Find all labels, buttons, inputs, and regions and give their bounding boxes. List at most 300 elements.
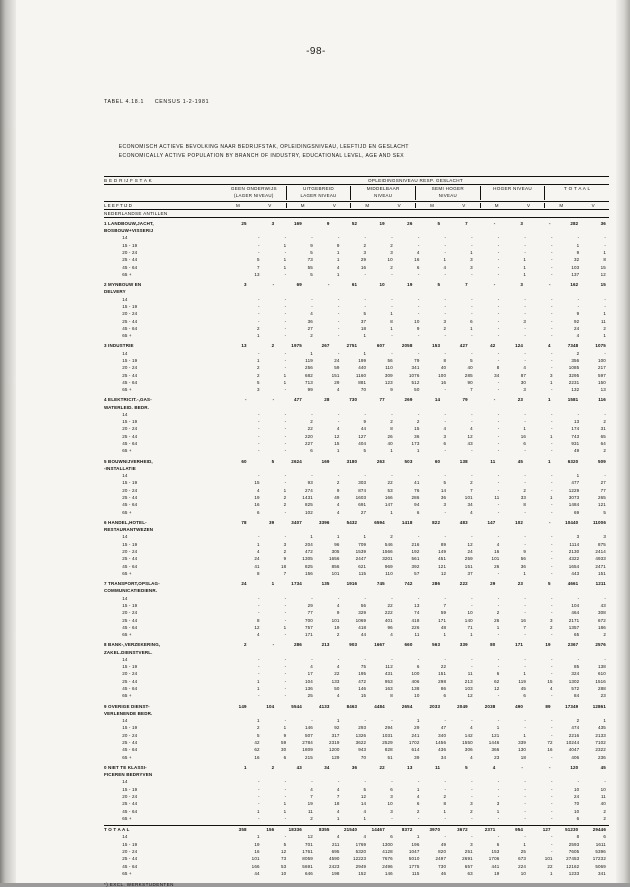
region-label: NEDERLANDSE ANTILLEN bbox=[104, 210, 168, 216]
cell: 11 bbox=[414, 632, 420, 638]
cell: 104 bbox=[304, 678, 313, 684]
table-row bbox=[104, 350, 609, 357]
cell: 4 bbox=[443, 426, 447, 432]
cell: 1160 bbox=[355, 372, 367, 378]
row-values bbox=[236, 256, 609, 263]
cell: 2593 bbox=[568, 841, 580, 847]
age-row-label: 14 bbox=[118, 350, 128, 356]
cell: 10 bbox=[414, 693, 420, 699]
cell: - bbox=[497, 357, 500, 363]
cell: 1 bbox=[283, 801, 287, 807]
table-row bbox=[104, 458, 609, 465]
cell: - bbox=[497, 815, 500, 821]
cell: - bbox=[444, 242, 447, 248]
cell: 828 bbox=[384, 747, 393, 753]
cell: 6 bbox=[416, 509, 420, 515]
cell: - bbox=[284, 303, 287, 309]
cell: 89 bbox=[545, 703, 551, 709]
age-row-label: 25 - 44 bbox=[118, 318, 138, 324]
section-title: 2 MYNBOUW EN bbox=[104, 282, 142, 288]
cell: 25 bbox=[241, 220, 247, 226]
cell: - bbox=[551, 725, 553, 731]
row-values bbox=[236, 863, 609, 870]
cell: 4 bbox=[550, 686, 553, 692]
cell: 2 bbox=[443, 793, 447, 799]
cell: 72 bbox=[547, 740, 553, 745]
cell: 15 bbox=[414, 426, 420, 432]
row-values bbox=[222, 465, 609, 472]
cell: 2038 bbox=[484, 703, 496, 709]
cell: 204 bbox=[304, 541, 313, 547]
table-row bbox=[104, 778, 609, 785]
cell: 2 bbox=[271, 343, 275, 349]
table-row bbox=[104, 764, 609, 771]
row-values bbox=[222, 227, 609, 234]
cell: - bbox=[417, 296, 420, 302]
cell: 2576 bbox=[595, 642, 606, 648]
table-row bbox=[104, 342, 609, 349]
cell: - bbox=[284, 350, 287, 356]
sex-group-5 bbox=[544, 203, 609, 208]
cell: 6 bbox=[470, 318, 473, 324]
cell: 2 bbox=[416, 419, 420, 425]
cell: 22 bbox=[387, 480, 393, 486]
section-title-cont: FICEREN BEDRYVEN bbox=[104, 772, 153, 778]
cell: - bbox=[551, 801, 553, 807]
row-values bbox=[236, 692, 609, 699]
cell: 3970 bbox=[429, 827, 441, 833]
cell: 135 bbox=[321, 581, 330, 587]
cell: 856 bbox=[331, 563, 340, 569]
cell: 2 bbox=[603, 325, 606, 331]
cell: - bbox=[497, 448, 500, 454]
cell: 19 bbox=[254, 841, 260, 847]
cell: - bbox=[551, 841, 553, 847]
cell: 49 bbox=[334, 495, 340, 500]
cell: - bbox=[497, 387, 500, 393]
cell: - bbox=[497, 271, 500, 277]
cell: - bbox=[257, 664, 260, 670]
table-row bbox=[104, 746, 609, 753]
row-values bbox=[236, 595, 609, 602]
cell: - bbox=[364, 473, 367, 479]
cell: 2471 bbox=[595, 563, 606, 569]
cell: 1706 bbox=[488, 856, 500, 862]
cell: 36 bbox=[520, 563, 527, 569]
table-title-english: ECONOMICALLY ACTIVE POPULATION BY BRANCH OF INDUSTRY, EDUCATIONAL LEVEL, AGE AND SEX bbox=[118, 152, 405, 159]
cell: 607 bbox=[376, 343, 385, 349]
cell: 9 bbox=[576, 250, 580, 255]
cell: 6 bbox=[496, 841, 500, 847]
cell: 6 bbox=[310, 448, 313, 454]
cell: 4 bbox=[390, 632, 393, 638]
cell: 85 bbox=[574, 664, 580, 670]
cell: 4 bbox=[336, 664, 340, 670]
table-row bbox=[104, 808, 609, 815]
cell: 8 bbox=[390, 318, 393, 324]
cell: 10 bbox=[387, 801, 393, 807]
cell: 46 bbox=[440, 870, 447, 876]
cell: 17232 bbox=[592, 856, 606, 862]
cell: 4 bbox=[256, 487, 260, 493]
sex-m: M bbox=[236, 202, 240, 208]
age-row-label: 15 - 19 bbox=[118, 841, 138, 847]
cell: - bbox=[444, 311, 447, 317]
cell: 10244 bbox=[566, 740, 580, 745]
sex-v: V bbox=[591, 202, 595, 208]
cell: 1 bbox=[576, 473, 580, 479]
cell: 89 bbox=[440, 541, 447, 547]
cell: - bbox=[364, 303, 367, 309]
cell: 3 bbox=[603, 534, 606, 540]
cell: 8 bbox=[603, 257, 606, 263]
cell: 12223 bbox=[352, 856, 367, 862]
cell: - bbox=[551, 632, 553, 638]
cell: - bbox=[284, 793, 287, 799]
cell: 151 bbox=[598, 570, 606, 576]
cell: 8 bbox=[496, 365, 500, 371]
cell: - bbox=[311, 718, 313, 724]
cell: 10 bbox=[414, 318, 420, 324]
row-values bbox=[236, 548, 609, 555]
cell: 6320 bbox=[567, 458, 579, 464]
cell: - bbox=[497, 350, 500, 356]
cell: 259 bbox=[464, 556, 473, 562]
cell: 745 bbox=[376, 581, 385, 587]
cell: 2 bbox=[443, 325, 447, 331]
cell: 953 bbox=[384, 678, 393, 684]
cell: 18 bbox=[360, 325, 367, 331]
cell: 757 bbox=[304, 624, 313, 630]
cell: 1 bbox=[416, 834, 420, 840]
cell: - bbox=[337, 350, 340, 356]
cell: 1667 bbox=[374, 642, 385, 648]
cell: - bbox=[417, 242, 420, 248]
row-values bbox=[222, 281, 609, 288]
cell: 22 bbox=[387, 602, 393, 608]
cell: 4 bbox=[336, 426, 340, 432]
table-row bbox=[104, 526, 609, 533]
cell: - bbox=[471, 419, 473, 425]
cell: 1 bbox=[256, 834, 260, 840]
row-values bbox=[236, 541, 609, 548]
cell: 93 bbox=[307, 480, 313, 486]
cell: 241 bbox=[411, 732, 420, 738]
cell: 65 bbox=[600, 433, 606, 439]
table-row bbox=[104, 494, 609, 501]
cell: 1 bbox=[550, 433, 553, 439]
table-row bbox=[104, 739, 609, 746]
table-row bbox=[104, 472, 609, 479]
table-row bbox=[104, 678, 609, 685]
cell: 59 bbox=[334, 365, 340, 371]
cell: 9 bbox=[326, 220, 330, 226]
cell: 7 bbox=[310, 793, 313, 799]
cell: 474 bbox=[571, 725, 580, 731]
cell: 358 bbox=[238, 827, 247, 833]
cell: - bbox=[417, 815, 420, 821]
cell: - bbox=[604, 350, 606, 356]
table-row bbox=[104, 587, 609, 594]
cell: 2 bbox=[496, 610, 500, 616]
cell: 477 bbox=[571, 480, 580, 486]
header-stub-empty bbox=[104, 186, 222, 200]
cell: 4933 bbox=[595, 556, 606, 562]
cell: - bbox=[257, 419, 260, 425]
cell: - bbox=[551, 570, 553, 576]
cell: - bbox=[284, 296, 287, 302]
cell: 42 bbox=[254, 740, 260, 745]
cell: - bbox=[257, 350, 260, 356]
cell: - bbox=[311, 656, 313, 662]
cell: 4 bbox=[256, 632, 260, 638]
cell: - bbox=[284, 534, 287, 540]
cell: 3 bbox=[243, 282, 247, 288]
cell: - bbox=[257, 602, 260, 608]
cell: 192 bbox=[411, 548, 420, 554]
cell: 5 bbox=[310, 250, 313, 255]
cell: 137 bbox=[571, 271, 580, 277]
cell: 3 bbox=[363, 250, 367, 255]
cell: 11006 bbox=[592, 519, 606, 525]
table-row bbox=[104, 519, 609, 526]
cell: - bbox=[471, 448, 473, 454]
age-row-label: 25 - 44 bbox=[118, 740, 138, 745]
cell: - bbox=[604, 656, 606, 662]
cell: 1114 bbox=[569, 541, 580, 547]
cell: 3 bbox=[271, 220, 275, 226]
table-row bbox=[104, 833, 609, 840]
cell: 1 bbox=[283, 725, 287, 731]
cell: - bbox=[257, 426, 260, 432]
cell: - bbox=[444, 296, 447, 302]
cell: 2 bbox=[310, 333, 313, 339]
cell: - bbox=[471, 718, 473, 724]
row-values bbox=[236, 501, 609, 508]
age-row-label: 14 bbox=[118, 296, 128, 302]
cell: 8 bbox=[443, 801, 447, 807]
cell: 7 bbox=[283, 570, 287, 576]
cell: 24 bbox=[334, 357, 340, 363]
cell: 5544 bbox=[291, 703, 302, 709]
cell: - bbox=[551, 808, 553, 814]
cell: 2 bbox=[363, 242, 367, 248]
cell: - bbox=[272, 397, 275, 403]
cell: 285 bbox=[464, 372, 473, 378]
cell: - bbox=[257, 242, 260, 248]
cell: 8463 bbox=[346, 703, 358, 709]
cell: - bbox=[391, 656, 393, 662]
sex-group-4 bbox=[480, 203, 545, 208]
cell: - bbox=[497, 534, 500, 540]
cell: - bbox=[417, 473, 420, 479]
cell: - bbox=[257, 441, 260, 447]
cell: 39 bbox=[414, 754, 420, 760]
cell: 265 bbox=[598, 495, 606, 500]
cell: 124 bbox=[515, 343, 524, 349]
cell: - bbox=[524, 296, 527, 302]
row-values bbox=[236, 724, 609, 731]
cell: 42 bbox=[490, 343, 496, 349]
table-row bbox=[104, 670, 609, 677]
page-number: -98- bbox=[306, 46, 326, 57]
cell: 6 bbox=[576, 815, 580, 821]
cell: 4 bbox=[576, 333, 580, 339]
cell: 29 bbox=[307, 602, 313, 608]
cell: - bbox=[551, 365, 553, 371]
table-row bbox=[104, 325, 609, 332]
cell: 26 bbox=[494, 563, 500, 569]
cell: - bbox=[604, 242, 606, 248]
cell: 33 bbox=[520, 495, 527, 500]
cell: 77 bbox=[307, 610, 313, 616]
row-values bbox=[236, 786, 609, 793]
cell: 969 bbox=[384, 563, 393, 569]
age-row-label: 20 - 24 bbox=[118, 610, 138, 616]
cell: 101 bbox=[464, 495, 473, 500]
cell: 6 bbox=[416, 664, 420, 670]
cell: - bbox=[284, 509, 287, 515]
cell: 874 bbox=[358, 487, 367, 493]
cell: 10 bbox=[600, 786, 606, 792]
cell: 3 bbox=[523, 387, 527, 393]
cell: 5 bbox=[363, 786, 367, 792]
cell: - bbox=[577, 235, 580, 241]
cell: - bbox=[364, 235, 367, 241]
cell: 1 bbox=[550, 495, 553, 500]
cell: - bbox=[417, 235, 420, 241]
header-group-1-line1: UITGEBREID bbox=[302, 186, 335, 192]
sex-m: M bbox=[494, 202, 499, 208]
table-row bbox=[104, 281, 609, 288]
cell: - bbox=[311, 303, 313, 309]
cell: 23 bbox=[600, 693, 606, 699]
age-row-label: 65 + bbox=[118, 509, 132, 515]
cell: 151 bbox=[331, 372, 340, 378]
cell: 50 bbox=[334, 686, 340, 692]
cell: 73 bbox=[280, 856, 287, 862]
cell: 22 bbox=[440, 664, 447, 670]
cell: 76 bbox=[414, 487, 420, 493]
cell: 213 bbox=[321, 642, 330, 648]
age-row-label: 14 bbox=[118, 411, 128, 417]
cell: 305 bbox=[331, 548, 340, 554]
cell: - bbox=[471, 786, 473, 792]
row-values bbox=[222, 649, 609, 656]
cell: 2423 bbox=[328, 863, 340, 869]
cell: 15 bbox=[600, 282, 606, 288]
cell: 19 bbox=[407, 282, 413, 288]
cell: - bbox=[257, 235, 260, 241]
cell: 1654 bbox=[568, 563, 580, 569]
cell: 10 bbox=[379, 282, 385, 288]
cell: 87 bbox=[520, 372, 527, 378]
header-group-0-line2: (LAGER NIVEAU) bbox=[234, 193, 274, 199]
cell: 4661 bbox=[567, 581, 579, 587]
cell: 1 bbox=[256, 686, 260, 692]
cell: 2 bbox=[310, 419, 313, 425]
row-values bbox=[236, 509, 609, 516]
cell: 1603 bbox=[355, 495, 367, 500]
cell: 1 bbox=[523, 732, 527, 738]
cell: - bbox=[364, 779, 367, 785]
cell: 10 bbox=[574, 808, 580, 814]
cell: 546 bbox=[384, 541, 393, 547]
cell: 3407 bbox=[291, 519, 302, 525]
cell: 34 bbox=[494, 372, 500, 378]
cell: - bbox=[417, 303, 420, 309]
cell: 435 bbox=[598, 725, 606, 731]
cell: 700 bbox=[304, 617, 313, 623]
cell: - bbox=[524, 303, 527, 309]
cell: 1 bbox=[310, 534, 313, 540]
cell: - bbox=[471, 595, 473, 601]
cell: 1975 bbox=[291, 343, 302, 349]
row-values bbox=[236, 778, 609, 785]
cell: - bbox=[551, 834, 553, 840]
cell: 5 bbox=[363, 311, 367, 317]
cell: 103 bbox=[571, 264, 580, 270]
cell: - bbox=[337, 235, 340, 241]
table-row bbox=[104, 256, 609, 263]
cell: - bbox=[391, 411, 393, 417]
row-values bbox=[236, 350, 609, 357]
cell: - bbox=[284, 602, 287, 608]
age-row-label: 65 + bbox=[118, 271, 132, 277]
cell: 4 bbox=[336, 264, 340, 270]
cell: 7 bbox=[465, 220, 468, 226]
cell: 44 bbox=[360, 632, 367, 638]
cell: 2 bbox=[603, 632, 606, 638]
cell: - bbox=[444, 448, 447, 454]
cell: - bbox=[551, 250, 553, 255]
cell: 23 bbox=[494, 754, 500, 760]
cell: 8372 bbox=[401, 827, 413, 833]
cell: 1326 bbox=[355, 732, 367, 738]
cell: 317 bbox=[331, 732, 340, 738]
cell: - bbox=[524, 350, 527, 356]
age-row-label: 25 - 44 bbox=[118, 257, 138, 263]
cell: 31 bbox=[600, 426, 606, 432]
cell: 4047 bbox=[568, 747, 580, 753]
cell: 339 bbox=[518, 740, 527, 745]
cell: 443 bbox=[571, 570, 580, 576]
cell: 251 bbox=[464, 848, 473, 854]
cell: 24 bbox=[574, 793, 580, 799]
cell: 152 bbox=[358, 870, 367, 876]
cell: 34 bbox=[440, 754, 447, 760]
cell: 149 bbox=[438, 548, 447, 554]
age-row-label: 25 - 44 bbox=[118, 856, 138, 862]
age-row-label: 15 - 19 bbox=[118, 303, 138, 309]
cell: - bbox=[337, 325, 340, 331]
cell: 1 bbox=[390, 311, 393, 317]
cell: - bbox=[284, 357, 287, 363]
cell: - bbox=[524, 235, 527, 241]
cell: - bbox=[551, 411, 553, 417]
cell: 53 bbox=[387, 487, 393, 493]
cell: - bbox=[521, 764, 524, 770]
header-group-1-line2: LAGER NIVEAU bbox=[300, 193, 337, 199]
row-values bbox=[222, 771, 609, 778]
cell: 121 bbox=[438, 563, 447, 569]
table-row bbox=[104, 631, 609, 638]
cell: 7676 bbox=[382, 856, 393, 862]
table-row bbox=[104, 303, 609, 310]
cell: 2 bbox=[603, 808, 606, 814]
age-row-label: 25 - 44 bbox=[118, 372, 138, 378]
cell: 222 bbox=[384, 610, 393, 616]
